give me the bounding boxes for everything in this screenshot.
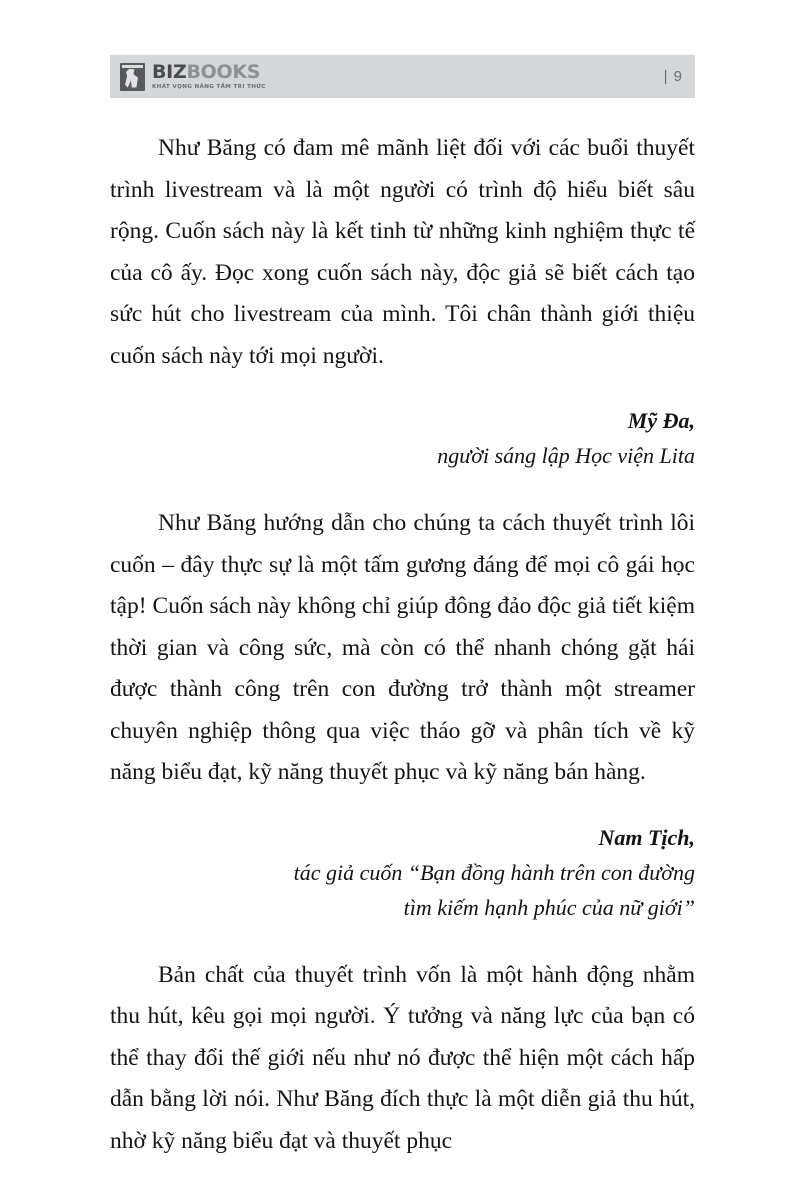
- attribution-2-role-line-2: tìm kiếm hạnh phúc của nữ giới”: [403, 894, 695, 920]
- paragraph-testimonial-2: Như Băng hướng dẫn cho chúng ta cách thuyết trình lôi cuốn – đây thực sự là một tấm gương đáng để mọi cô gái học tập! Cuốn sách này không chỉ giúp đông đảo độc giả tiết kiệm thời gian và công sức, mà còn có thể nhanh chóng gặt hái được thành công trên con đường trở thành một streamer chuyên nghiệp thông qua việc tháo gỡ và phân tích về kỹ năng biểu đạt, kỹ năng thuyết phục và kỹ năng bán hàng.: [110, 510, 695, 785]
- brand-name: [152, 60, 266, 83]
- page-number: | 9: [663, 68, 683, 85]
- brand-lockup: [120, 60, 266, 91]
- attribution-1-role: người sáng lập Học viện Lita: [437, 443, 695, 468]
- attribution-block-2: [110, 820, 695, 925]
- attribution-spacer: [110, 473, 695, 503]
- paragraph-testimonial-1: Như Băng có đam mê mãnh liệt đối với các buổi thuyết trình livestream và là một người có trình độ hiểu biết sâu rộng. Cuốn sách này là kết tinh từ những kinh nghiệm thực tế của cô ấy. Đọc xong cuốn sách này, độc giả sẽ biết cách tạo sức hút cho livestream của mình. Tôi chân thành giới thiệu cuốn sách này tới mọi người.: [110, 135, 695, 369]
- attribution-2-name: Nam Tịch,: [598, 824, 695, 850]
- attribution-2-role-line-1: tác giả cuốn “Bạn đồng hành trên con đường: [293, 859, 695, 885]
- paragraph-spacer-2: [110, 794, 695, 820]
- brand-tagline: KHÁT VỌNG NÂNG TẦM TRI THỨC: [152, 83, 266, 90]
- attribution-block-1: [110, 403, 695, 473]
- brand-name-books: BOOKS: [186, 60, 261, 83]
- page-header-band: [110, 55, 695, 98]
- bizbooks-logo-icon: [120, 63, 145, 91]
- brand-name-biz: BIZ: [152, 60, 187, 83]
- page-content: [110, 128, 695, 1162]
- attribution-1-name: Mỹ Đa,: [627, 408, 695, 433]
- attribution-spacer-2: [110, 925, 695, 955]
- logo-page-edge: [122, 65, 143, 68]
- logo-figure-glyph: [125, 69, 138, 88]
- paragraph-testimonial-3: Bản chất của thuyết trình vốn là một hành động nhằm thu hút, kêu gọi mọi người. Ý tưởng và năng lực của bạn có thể thay đổi thế giới nếu như nó được thể hiện một cách hấp dẫn bằng lời nói. Như Băng đích thực là một diễn giả thu hút, nhờ kỹ năng biểu đạt và thuyết phục: [110, 961, 695, 1154]
- brand-text-block: [152, 60, 266, 91]
- paragraph-spacer: [110, 377, 695, 403]
